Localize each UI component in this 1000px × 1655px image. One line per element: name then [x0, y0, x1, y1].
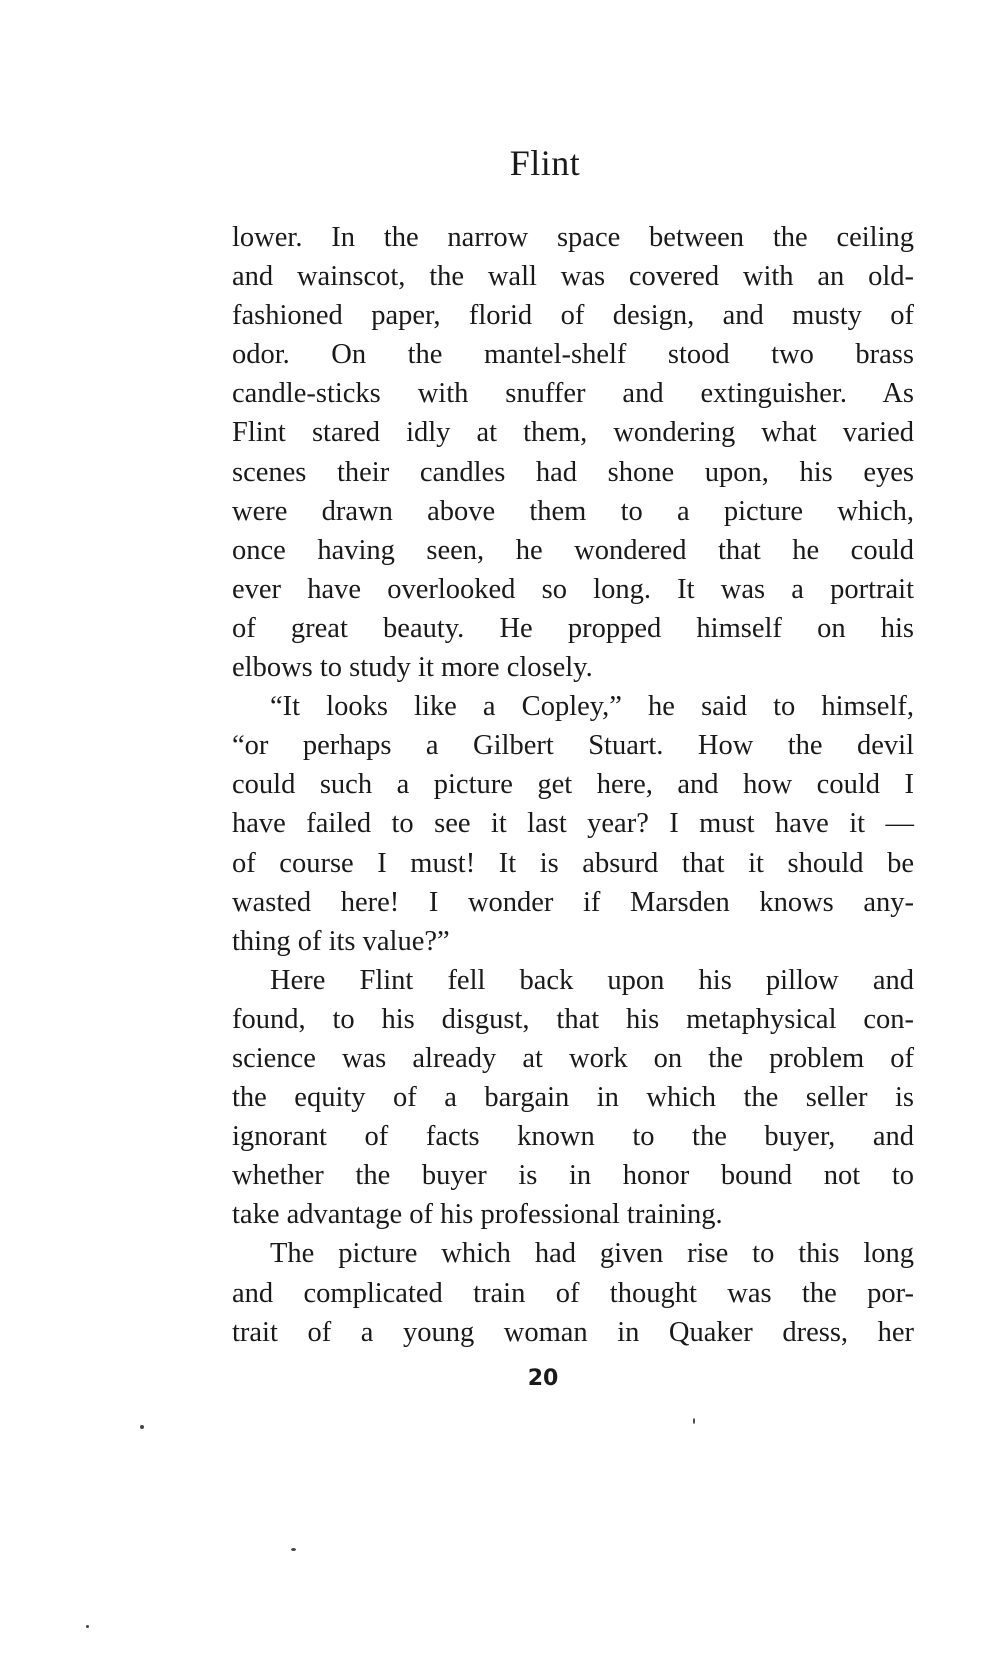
text-line: Flint stared idly at them, wondering what varied: [232, 417, 914, 449]
text-line: “It looks like a Copley,” he said to himself,: [270, 691, 914, 723]
text-line: once having seen, he wondered that he could: [232, 534, 914, 566]
text-line: were drawn above them to a picture which,: [232, 495, 914, 527]
scan-speck: [291, 1548, 296, 1551]
text-line: ever have overlooked so long. It was a portrait: [232, 573, 914, 605]
text-line: the equity of a bargain in which the seller is: [232, 1082, 914, 1114]
text-line: found, to his disgust, that his metaphysical con-: [232, 1003, 914, 1035]
body-text: [232, 218, 914, 1352]
running-head: Flint: [509, 143, 581, 183]
text-line: of great beauty. He propped himself on his: [232, 612, 914, 644]
text-line: odor. On the mantel-shelf stood two brass: [232, 339, 914, 371]
text-line: The picture which had given rise to this long: [270, 1238, 914, 1270]
text-line: lower. In the narrow space between the ceiling: [232, 222, 914, 253]
scan-speck: [86, 1625, 89, 1628]
text-line: science was already at work on the problem of: [232, 1042, 914, 1074]
text-line: take advantage of his professional training.: [232, 1199, 723, 1231]
text-line: trait of a young woman in Quaker dress, her: [232, 1316, 914, 1348]
page-number: 20: [527, 1366, 559, 1391]
text-line: elbows to study it more closely.: [232, 652, 593, 684]
text-line: have failed to see it last year? I must have it —: [232, 808, 914, 840]
text-line: candle-sticks with snuffer and extinguisher. As: [232, 378, 914, 410]
text-line: “or perhaps a Gilbert Stuart. How the devil: [232, 730, 914, 762]
scan-speck: [693, 1418, 695, 1424]
text-line: and complicated train of thought was the por-: [232, 1277, 914, 1309]
text-line: fashioned paper, florid of design, and musty of: [232, 300, 914, 332]
text-line: could such a picture get here, and how could I: [232, 769, 914, 801]
text-line: wasted here! I wonder if Marsden knows any-: [232, 886, 914, 918]
scan-speck: [140, 1425, 144, 1429]
text-line: scenes their candles had shone upon, his eyes: [232, 456, 914, 488]
text-line: of course I must! It is absurd that it should be: [232, 847, 914, 879]
text-line: whether the buyer is in honor bound not to: [232, 1160, 914, 1192]
text-line: Here Flint fell back upon his pillow and: [270, 964, 914, 996]
text-line: ignorant of facts known to the buyer, and: [232, 1121, 914, 1153]
text-line: thing of its value?”: [232, 925, 450, 957]
text-line: and wainscot, the wall was covered with an old-: [232, 261, 914, 293]
